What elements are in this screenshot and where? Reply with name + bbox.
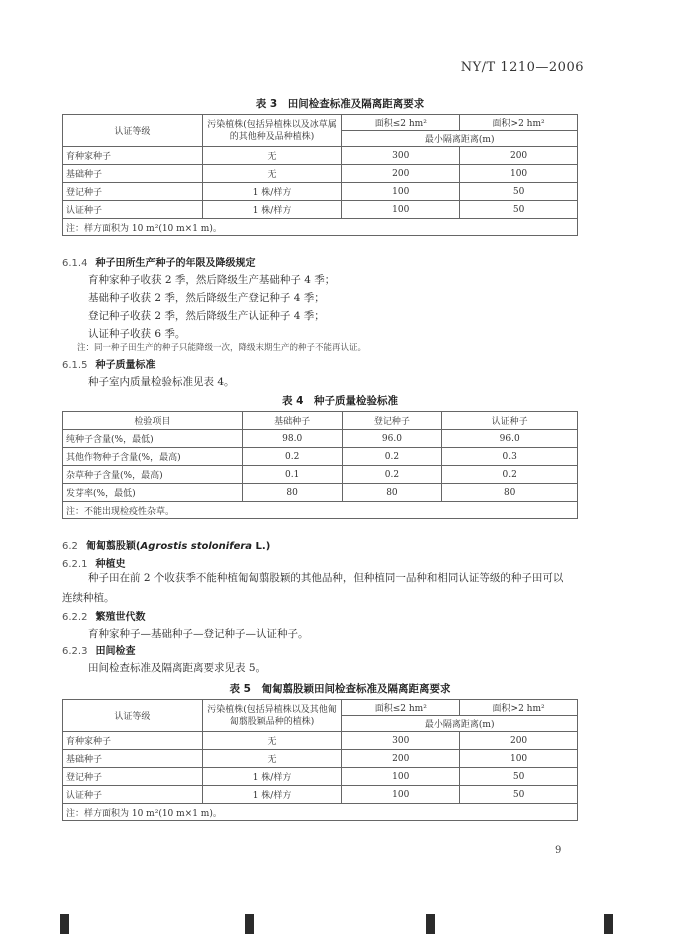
table-cell-value: 0.2	[442, 466, 578, 484]
table-cell-small: 100	[342, 201, 460, 219]
section-title: 种子质量标准	[95, 360, 156, 371]
table4-note: 注：不能出现检疫性杂草。	[63, 502, 578, 519]
table3	[62, 114, 578, 236]
table4-header-registered: 登记种子	[342, 412, 442, 430]
section-6-2-heading	[62, 537, 270, 552]
scan-mark	[60, 914, 69, 934]
latin-name: Agrostis stolonifera	[140, 541, 253, 552]
section-note: 注：同一种子田生产的种子只能降级一次，降级末期生产的种子不能再认证。	[77, 343, 367, 353]
paragraph-line: 田间检查标准及隔离距离要求见表 5。	[88, 662, 267, 674]
section-6-1-5-heading	[62, 356, 155, 371]
table-cell-value: 0.2	[242, 448, 342, 466]
table3-header-grade: 认证等级	[63, 115, 203, 147]
table-row	[63, 768, 578, 786]
table4-caption: 表 4 种子质量检验标准	[282, 395, 398, 407]
section-6-1-4-heading	[62, 254, 255, 269]
table-cell-value: 96.0	[342, 430, 442, 448]
table-cell-contam: 1 株/样方	[202, 201, 342, 219]
table-cell-contam: 1 株/样方	[202, 183, 342, 201]
table-cell-grade: 基础种子	[63, 165, 203, 183]
table-cell-large: 200	[460, 732, 578, 750]
table-row	[63, 750, 578, 768]
table-cell-small: 100	[342, 786, 460, 804]
section-title: 种植史	[95, 559, 126, 570]
table-cell-large: 200	[460, 147, 578, 165]
paragraph-line: 育种家种子—基础种子—登记种子—认证种子。	[88, 628, 309, 640]
section-6-2-3-heading	[62, 642, 135, 657]
section-title-post: L.)	[252, 541, 271, 552]
table-cell-contam: 无	[202, 165, 342, 183]
paragraph-line: 认证种子收获 6 季。	[88, 328, 186, 340]
table-cell-small: 100	[342, 183, 460, 201]
section-number: 6.2.3	[62, 646, 88, 657]
scan-mark	[245, 914, 254, 934]
table-cell-contam: 1 株/样方	[202, 786, 342, 804]
table-cell-large: 100	[460, 750, 578, 768]
section-number: 6.2	[62, 541, 78, 552]
table-cell-grade: 育种家种子	[63, 147, 203, 165]
table-row	[63, 147, 578, 165]
table-cell-grade: 登记种子	[63, 768, 203, 786]
table4	[62, 411, 578, 519]
paragraph-line: 登记种子收获 2 季，然后降级生产认证种子 4 季；	[88, 310, 325, 322]
section-title	[86, 541, 270, 552]
section-number: 6.1.4	[62, 258, 88, 269]
paragraph-line: 种子室内质量检验标准见表 4。	[88, 376, 235, 388]
section-number: 6.2.2	[62, 612, 88, 623]
table-cell-value: 80	[442, 484, 578, 502]
table-row	[63, 484, 578, 502]
table-row	[63, 183, 578, 201]
table-cell-large: 50	[460, 786, 578, 804]
table-cell-item: 其他作物种子含量(%，最高)	[63, 448, 243, 466]
table-cell-small: 300	[342, 147, 460, 165]
table5-header-min-dist: 最小隔离距离(m)	[342, 716, 578, 732]
section-number: 6.2.1	[62, 559, 88, 570]
paragraph-line: 基础种子收获 2 季，然后降级生产登记种子 4 季；	[88, 292, 325, 304]
section-title: 种子田所生产种子的年限及降级规定	[95, 258, 256, 269]
table-cell-small: 200	[342, 165, 460, 183]
table5-header-area-small: 面积≤2 hm²	[342, 700, 460, 716]
table3-header-area-large: 面积>2 hm²	[460, 115, 578, 131]
table-cell-grade: 基础种子	[63, 750, 203, 768]
table-row	[63, 466, 578, 484]
table-cell-contam: 1 株/样方	[202, 768, 342, 786]
table-row	[63, 430, 578, 448]
table-row	[63, 165, 578, 183]
table-cell-value: 0.2	[342, 448, 442, 466]
table-cell-value: 98.0	[242, 430, 342, 448]
section-6-2-2-heading	[62, 608, 145, 623]
table-cell-contam: 无	[202, 147, 342, 165]
table4-header-item: 检验项目	[63, 412, 243, 430]
table-cell-value: 0.3	[442, 448, 578, 466]
table-cell-grade: 育种家种子	[63, 732, 203, 750]
section-title: 繁殖世代数	[95, 612, 146, 623]
paragraph-line: 育种家种子收获 2 季，然后降级生产基础种子 4 季；	[88, 274, 336, 286]
table3-caption: 表 3 田间检查标准及隔离距离要求	[255, 98, 425, 110]
table-cell-item: 杂草种子含量(%，最高)	[63, 466, 243, 484]
table-cell-item: 纯种子含量(%，最低)	[63, 430, 243, 448]
table3-header-min-dist: 最小隔离距离(m)	[342, 131, 578, 147]
scan-mark	[604, 914, 613, 934]
table5-header-grade: 认证等级	[63, 700, 203, 732]
table5-header-area-large: 面积>2 hm²	[460, 700, 578, 716]
section-title-pre: 匍匐翦股颖(	[85, 541, 141, 552]
table-cell-grade: 认证种子	[63, 786, 203, 804]
table-row	[63, 786, 578, 804]
table-cell-value: 80	[342, 484, 442, 502]
table-cell-large: 100	[460, 165, 578, 183]
table-cell-large: 50	[460, 201, 578, 219]
standard-code: NY/T 1210—2006	[460, 60, 584, 75]
table-cell-value: 80	[242, 484, 342, 502]
table5	[62, 699, 578, 821]
table-cell-value: 96.0	[442, 430, 578, 448]
table-cell-grade: 认证种子	[63, 201, 203, 219]
scan-mark	[426, 914, 435, 934]
table-cell-item: 发芽率(%，最低)	[63, 484, 243, 502]
table4-header-basic: 基础种子	[242, 412, 342, 430]
section-title: 田间检查	[95, 646, 136, 657]
table-cell-contam: 无	[202, 732, 342, 750]
table-cell-large: 50	[460, 183, 578, 201]
table-row	[63, 201, 578, 219]
table3-note: 注：样方面积为 10 m²(10 m×1 m)。	[63, 219, 578, 236]
table-cell-small: 300	[342, 732, 460, 750]
table5-header-contam: 污染植株(包括异植株以及其他匍匐翦股颖品种的植株)	[202, 700, 342, 732]
table-cell-small: 200	[342, 750, 460, 768]
table-cell-small: 100	[342, 768, 460, 786]
table-row	[63, 448, 578, 466]
table4-header-certified: 认证种子	[442, 412, 578, 430]
paragraph: 种子田在前 2 个收获季不能种植匍匐翦股颖的其他品种，但种植同一品种和相同认证等级的种子田可以连续种植。	[62, 572, 564, 604]
table-cell-value: 0.2	[342, 466, 442, 484]
table-row	[63, 732, 578, 750]
table5-caption: 表 5 匍匐翦股颖田间检查标准及隔离距离要求	[229, 683, 451, 695]
table-cell-contam: 无	[202, 750, 342, 768]
page-number: 9	[555, 845, 562, 856]
table-cell-large: 50	[460, 768, 578, 786]
table3-header-area-small: 面积≤2 hm²	[342, 115, 460, 131]
table-cell-value: 0.1	[242, 466, 342, 484]
table3-header-contam: 污染植株(包括异植株以及冰草属的其他种及品种植株)	[202, 115, 342, 147]
table-cell-grade: 登记种子	[63, 183, 203, 201]
section-number: 6.1.5	[62, 360, 88, 371]
table5-note: 注：样方面积为 10 m²(10 m×1 m)。	[63, 804, 578, 821]
